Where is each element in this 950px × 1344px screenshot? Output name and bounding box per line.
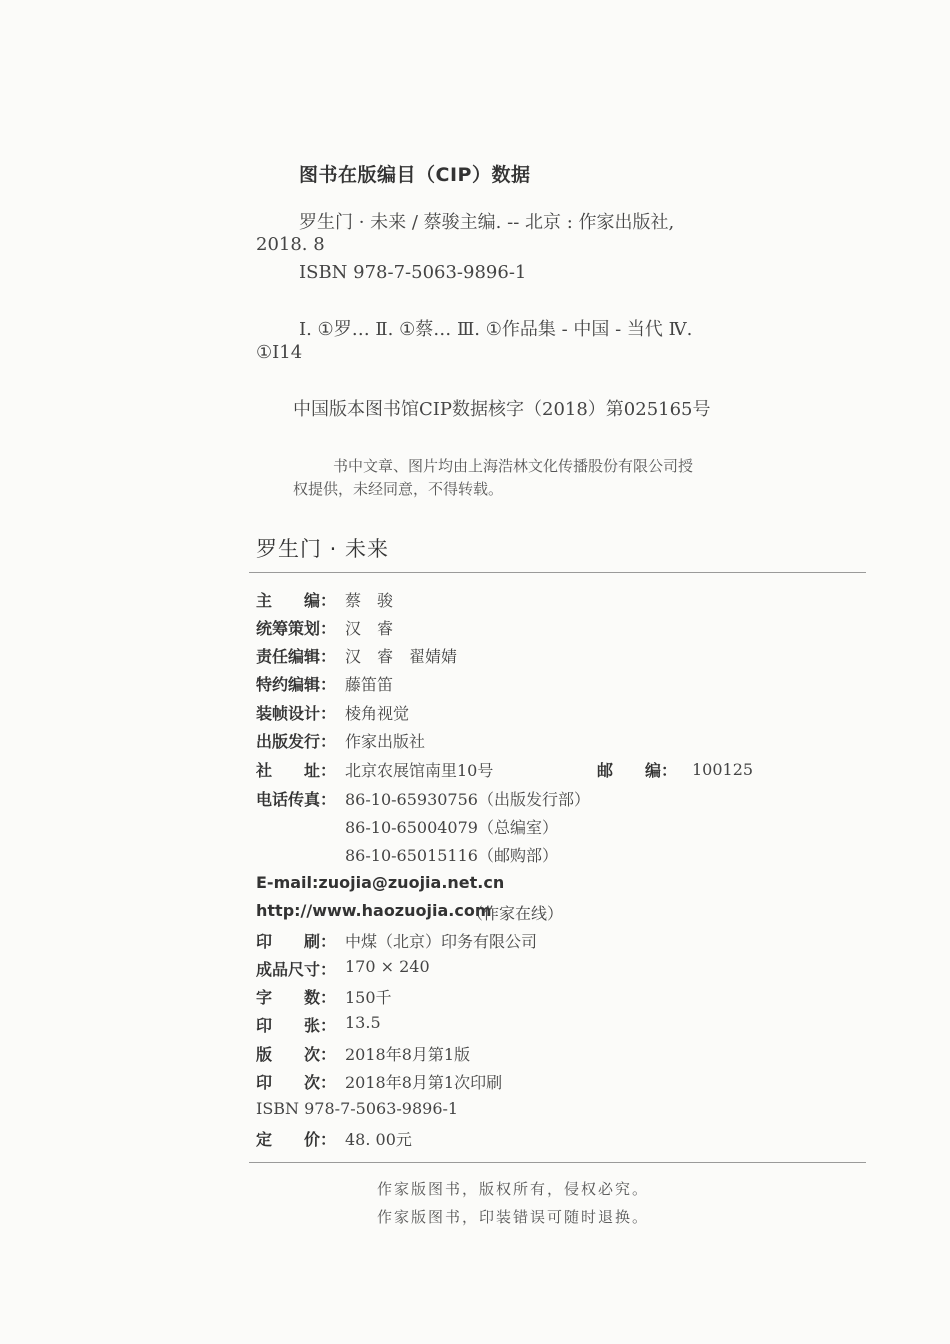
cip-classification-code: ①I14 [256, 342, 303, 363]
size-value: 170 × 240 [345, 957, 430, 976]
price-label: 定 价： [256, 1130, 337, 1149]
price-value: 48. 00元 [345, 1130, 412, 1149]
copyright-notice: 作家版图书，版权所有，侵权必究。 [377, 1180, 650, 1198]
rights-notice-line-2: 权提供，未经同意，不得转载。 [293, 480, 504, 498]
title-divider [249, 572, 866, 573]
cip-isbn: ISBN 978-7-5063-9896-1 [299, 262, 527, 283]
phone-editorial-office: 86-10-65004079（总编室） [345, 818, 558, 837]
cip-classification-line: Ⅰ. ①罗… Ⅱ. ①蔡… Ⅲ. ①作品集 - 中国 - 当代 Ⅳ. [299, 319, 693, 340]
word-count-label: 字 数： [256, 988, 337, 1007]
design-label: 装帧设计： [256, 704, 337, 723]
design-value: 棱角视觉 [345, 704, 410, 723]
printing-value: 2018年8月第1次印刷 [345, 1073, 503, 1092]
cip-heading: 图书在版编目（CIP）数据 [299, 164, 531, 186]
cip-record-number: 中国版本图书馆CIP数据核字（2018）第025165号 [293, 399, 711, 420]
rights-notice-line-1: 书中文章、图片均由上海浩林文化传播股份有限公司授 [333, 457, 694, 475]
sheets-value: 13.5 [345, 1013, 381, 1032]
exchange-notice: 作家版图书，印装错误可随时退换。 [377, 1208, 650, 1226]
website-url: http://www.haozuojia.com [256, 901, 492, 920]
cip-date-line: 2018. 8 [256, 234, 325, 255]
size-label: 成品尺寸： [256, 960, 337, 979]
editor-label: 主 编： [256, 591, 337, 610]
cip-bibliographic-line: 罗生门 · 未来 / 蔡骏主编. -- 北京 : 作家出版社, [299, 212, 675, 233]
printing-label: 印 次： [256, 1073, 337, 1092]
special-editor-value: 藤笛笛 [345, 675, 394, 694]
address-label: 社 址： [256, 761, 337, 780]
postcode-value: 100125 [692, 760, 754, 779]
edition-label: 版 次： [256, 1045, 337, 1064]
phone-publishing-dept: 86-10-65930756（出版发行部） [345, 790, 590, 809]
phone-label: 电话传真： [256, 790, 337, 809]
word-count-value: 150千 [345, 988, 392, 1007]
publisher-label: 出版发行： [256, 732, 337, 751]
printer-label: 印 刷： [256, 932, 337, 951]
postcode-label: 邮 编： [597, 761, 678, 780]
editor-value: 蔡 骏 [345, 591, 394, 610]
planner-value: 汉 睿 [345, 619, 394, 638]
website-note: （作家在线） [467, 904, 564, 923]
planner-label: 统筹策划： [256, 619, 337, 638]
phone-mail-order-dept: 86-10-65015116（邮购部） [345, 846, 558, 865]
address-value: 北京农展馆南里10号 [345, 761, 494, 780]
isbn: ISBN 978-7-5063-9896-1 [256, 1099, 459, 1118]
responsible-editor-value: 汉 睿 翟婧婧 [345, 647, 458, 666]
book-title: 罗生门 · 未来 [256, 537, 390, 561]
special-editor-label: 特约编辑： [256, 675, 337, 694]
sheets-label: 印 张： [256, 1016, 337, 1035]
printer-value: 中煤（北京）印务有限公司 [345, 932, 538, 951]
edition-value: 2018年8月第1版 [345, 1045, 471, 1064]
publisher-value: 作家出版社 [345, 732, 426, 751]
footer-divider [249, 1162, 866, 1163]
email-address: E-mail:zuojia@zuojia.net.cn [256, 873, 505, 892]
responsible-editor-label: 责任编辑： [256, 647, 337, 666]
